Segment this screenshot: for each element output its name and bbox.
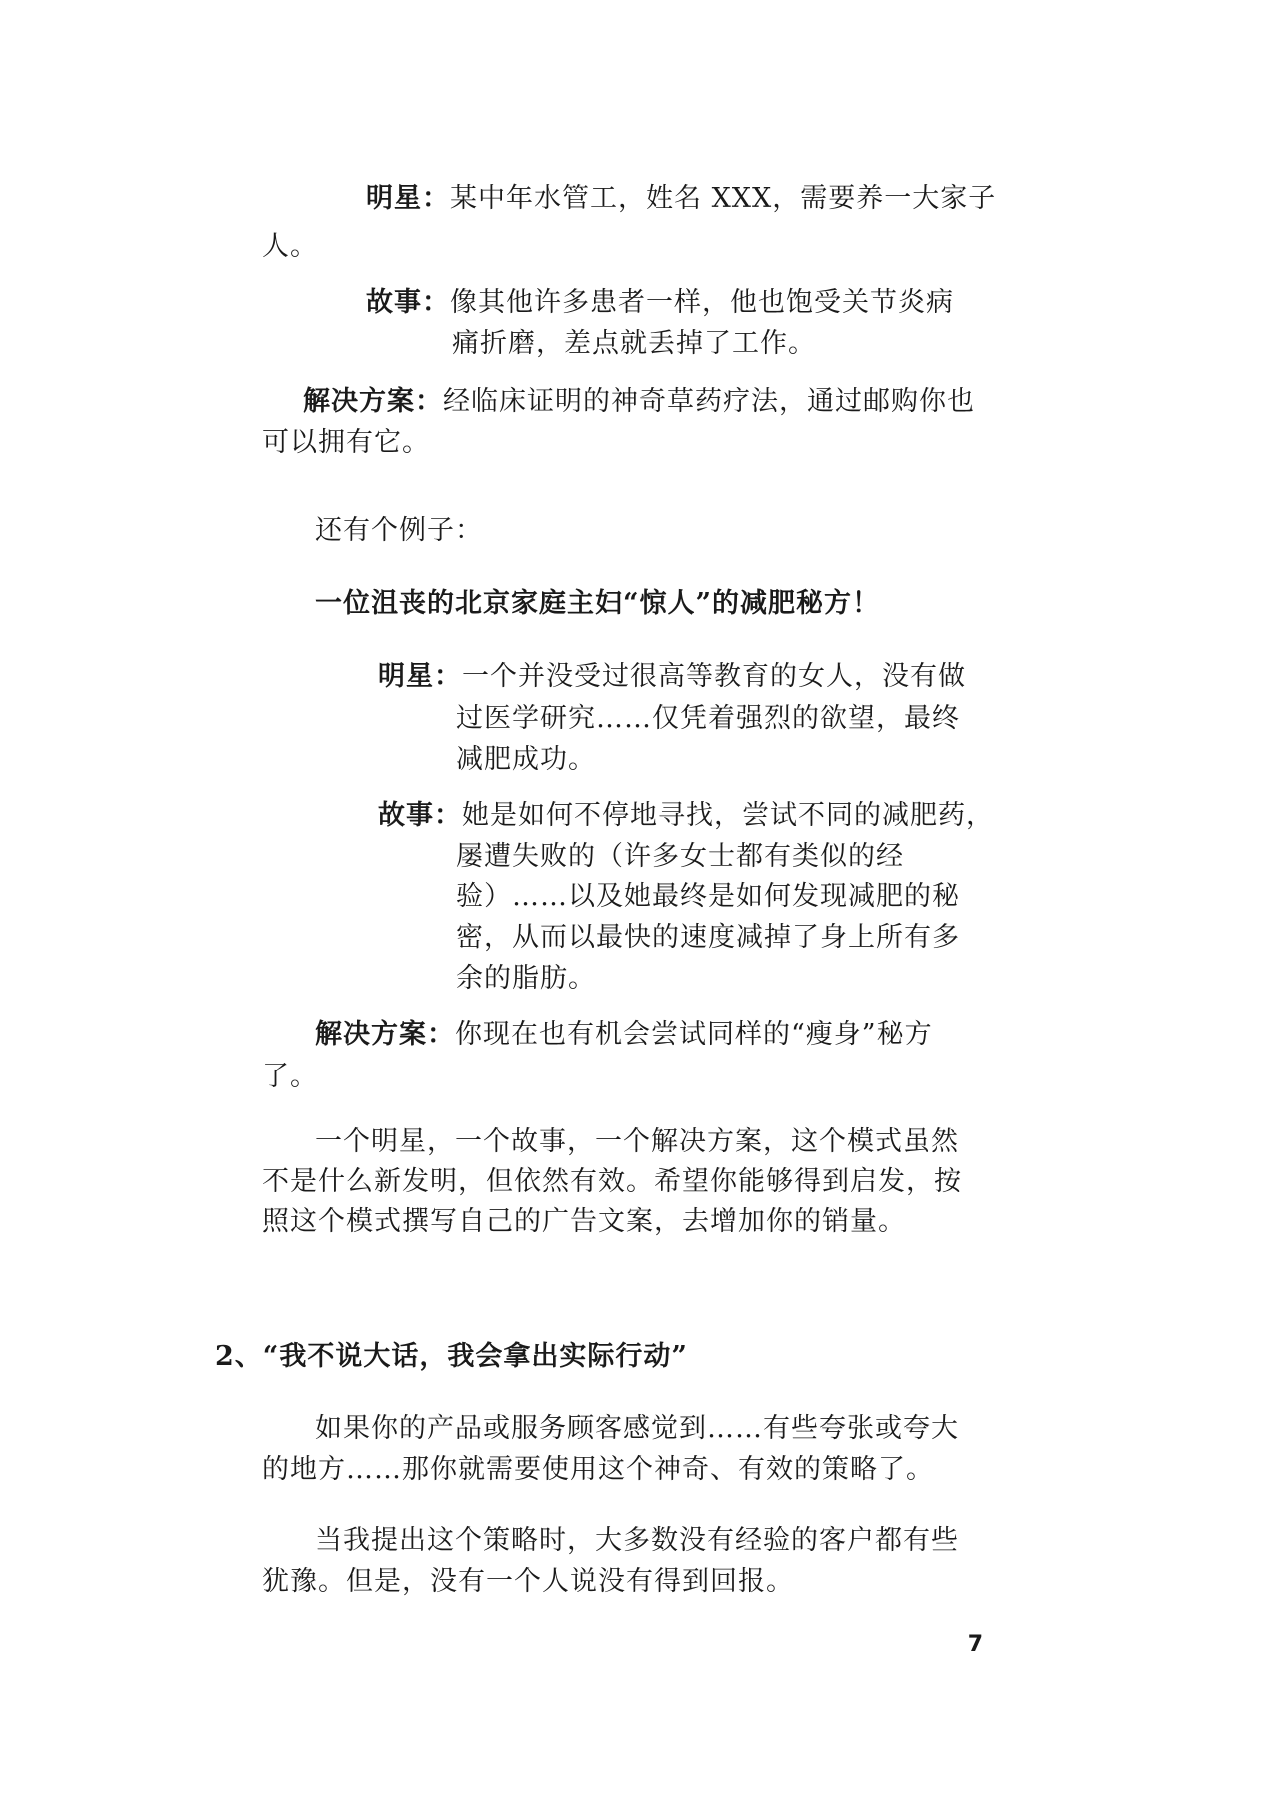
example1-star-line2: 人。	[262, 231, 318, 262]
example1-story-line2: 痛折磨，差点就丢掉了工作。	[452, 328, 816, 359]
solution-text: 经临床证明的神奇草药疗法，通过邮购你也	[443, 386, 975, 417]
section2-para2-line1: 当我提出这个策略时，大多数没有经验的客户都有些	[315, 1525, 959, 1556]
example2-story-line2: 屡遭失败的（许多女士都有类似的经	[456, 841, 904, 872]
example1-star-line1	[366, 180, 996, 218]
solution-label: 解决方案：	[303, 386, 443, 417]
star-label: 明星：	[378, 661, 462, 692]
example2-headline: 一位沮丧的北京家庭主妇“惊人”的减肥秘方！	[315, 588, 881, 619]
story-text: 像其他许多患者一样，他也饱受关节炎病	[450, 287, 954, 318]
example2-story-line4: 密，从而以最快的速度减掉了身上所有多	[456, 922, 960, 953]
section2-heading	[215, 1338, 688, 1376]
section2-para1-line2: 的地方……那你就需要使用这个神奇、有效的策略了。	[262, 1454, 934, 1485]
example1-story-line1	[366, 284, 954, 322]
example2-star-line1	[378, 658, 966, 696]
example2-solution-line2: 了。	[262, 1061, 318, 1092]
example2-star-line2: 过医学研究……仅凭着强烈的欲望，最终	[456, 703, 960, 734]
star-text: 一个并没受过很高等教育的女人，没有做	[462, 661, 966, 692]
example2-story-line3: 验）……以及她最终是如何发现减肥的秘	[456, 881, 960, 912]
summary-line2: 不是什么新发明，但依然有效。希望你能够得到启发，按	[262, 1166, 962, 1197]
story-text: 她是如何不停地寻找，尝试不同的减肥药，	[462, 800, 994, 831]
section2-para2-line2: 犹豫。但是，没有一个人说没有得到回报。	[262, 1566, 794, 1597]
example1-solution-line1	[303, 383, 975, 421]
star-text: 某中年水管工，姓名 XXX，需要养一大家子	[450, 183, 997, 214]
example2-story-line1	[378, 797, 994, 835]
summary-line1: 一个明星，一个故事，一个解决方案，这个模式虽然	[315, 1126, 959, 1157]
story-label: 故事：	[378, 800, 462, 831]
section-number: 2、	[215, 1341, 263, 1372]
example2-story-line5: 余的脂肪。	[456, 963, 596, 994]
star-label: 明星：	[366, 183, 450, 214]
example2-solution-line1	[315, 1016, 933, 1054]
example2-star-line3: 减肥成功。	[456, 744, 596, 775]
example1-solution-line2: 可以拥有它。	[262, 427, 430, 458]
section-title: “我不说大话，我会拿出实际行动”	[262, 1341, 688, 1372]
summary-line3: 照这个模式撰写自己的广告文案，去增加你的销量。	[262, 1206, 906, 1237]
story-label: 故事：	[366, 287, 450, 318]
section2-para1-line1: 如果你的产品或服务顾客感觉到……有些夸张或夸大	[315, 1413, 959, 1444]
another-example-text: 还有个例子：	[315, 515, 483, 546]
page-number: 7	[967, 1632, 983, 1657]
solution-label: 解决方案：	[315, 1019, 455, 1050]
solution-text: 你现在也有机会尝试同样的“瘦身”秘方	[455, 1019, 933, 1050]
